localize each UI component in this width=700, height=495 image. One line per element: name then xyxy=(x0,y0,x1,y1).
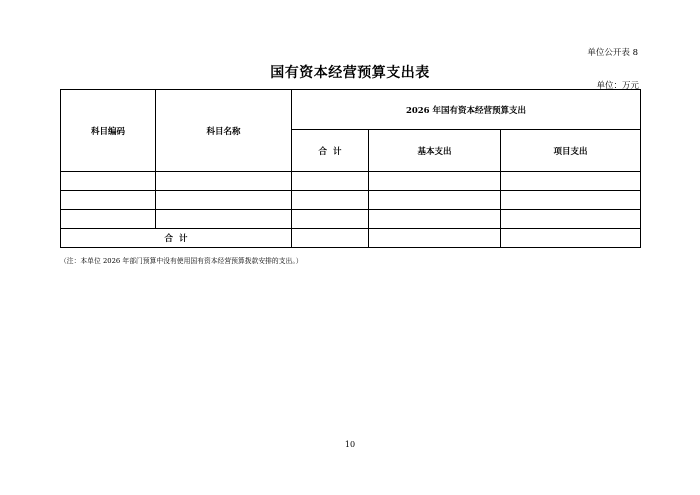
header-budget-group: 2026 年国有资本经营预算支出 xyxy=(292,90,641,130)
header-project-expenditure: 项目支出 xyxy=(501,130,641,172)
table-cell xyxy=(369,191,501,210)
total-row-cell xyxy=(369,229,501,248)
header-subject-code: 科目编码 xyxy=(61,90,156,172)
total-row-cell xyxy=(501,229,641,248)
budget-table xyxy=(60,89,641,248)
unit-label: 单位：万元 xyxy=(596,81,639,91)
table-cell xyxy=(156,172,292,191)
table-cell xyxy=(156,210,292,229)
table-cell xyxy=(501,191,641,210)
table-cell xyxy=(501,210,641,229)
table-cell xyxy=(292,172,369,191)
header-basic-expenditure: 基本支出 xyxy=(369,130,501,172)
table-cell xyxy=(61,172,156,191)
header-subject-name: 科目名称 xyxy=(156,90,292,172)
table-cell xyxy=(61,191,156,210)
header-total: 合 计 xyxy=(292,130,369,172)
total-row-label: 合 计 xyxy=(61,229,292,248)
table-row xyxy=(61,191,641,210)
table-row xyxy=(61,172,641,191)
table-cell xyxy=(369,172,501,191)
table-cell xyxy=(292,210,369,229)
table-cell xyxy=(292,191,369,210)
table-cell xyxy=(156,191,292,210)
table-cell xyxy=(61,210,156,229)
table-cell xyxy=(369,210,501,229)
total-row-cell xyxy=(292,229,369,248)
table-row xyxy=(61,210,641,229)
table-cell xyxy=(501,172,641,191)
footnote: （注：本单位 2026 年部门预算中没有使用国有资本经营预算拨款安排的支出。） xyxy=(60,257,303,265)
page-number: 10 xyxy=(344,440,356,449)
total-row xyxy=(61,229,641,248)
page-title: 国有资本经营预算支出表 xyxy=(270,65,430,81)
table-number: 单位公开表 8 xyxy=(587,48,638,58)
